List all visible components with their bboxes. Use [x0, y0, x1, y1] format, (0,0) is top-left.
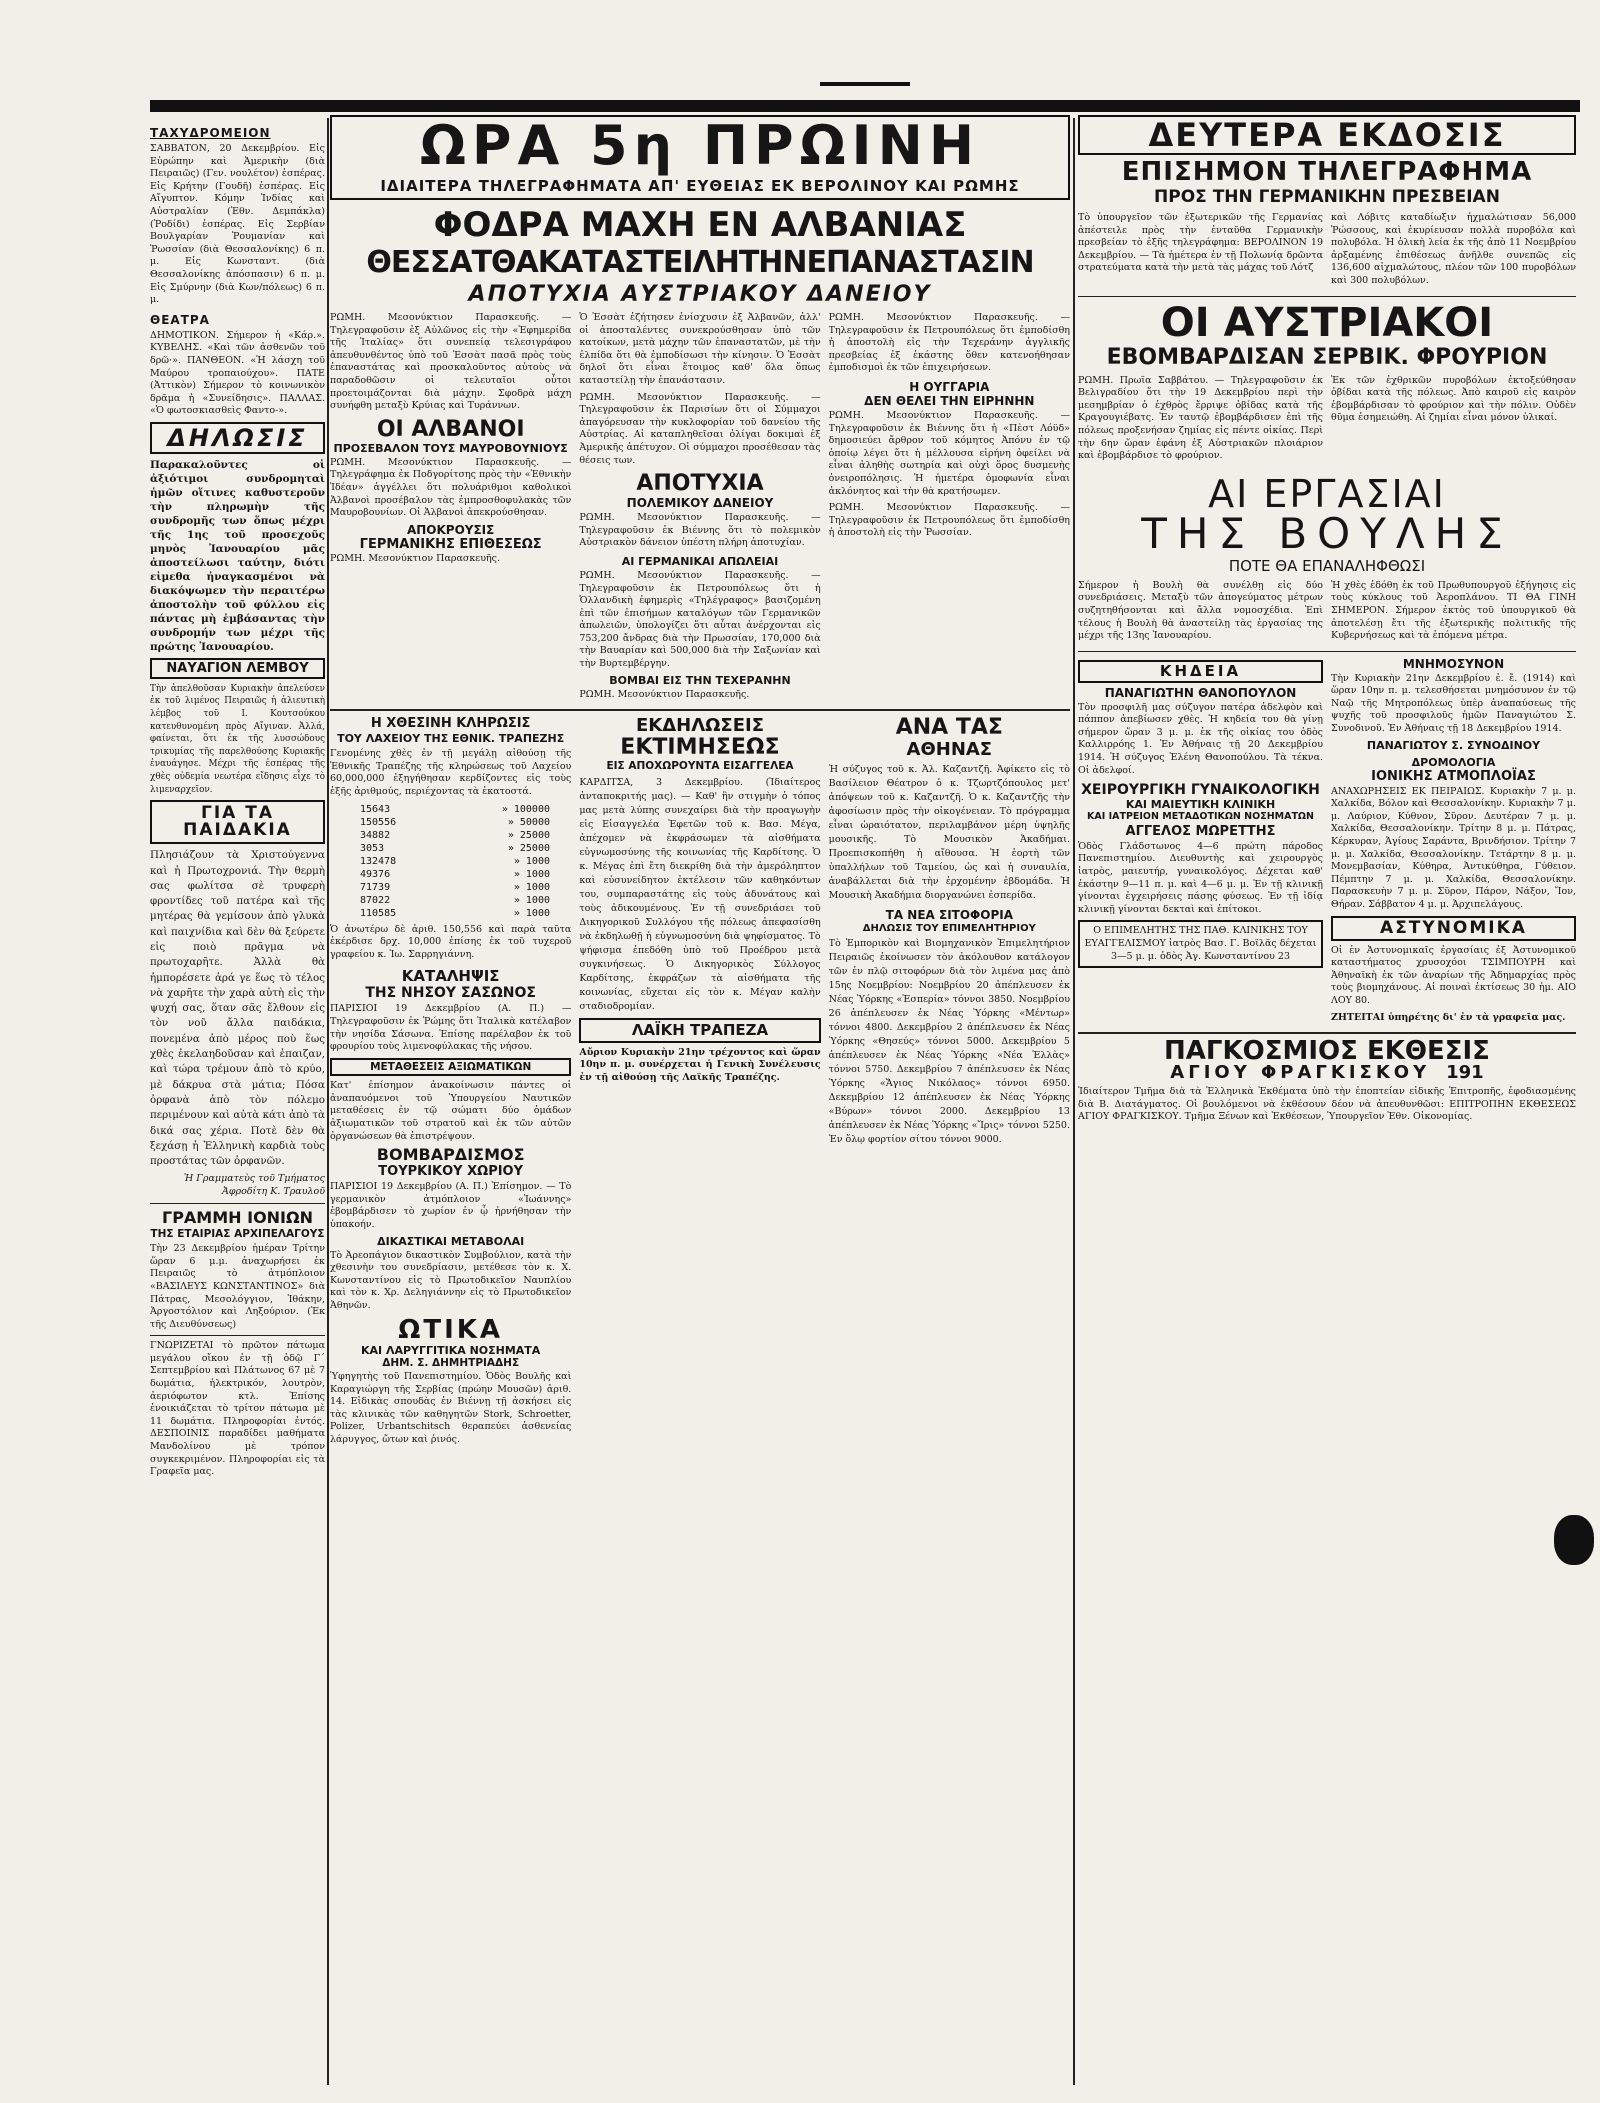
exposition-text: Ἰδιαίτερον Τμῆμα διὰ τὰ Ἑλληνικὰ Ἐκθέματα ὑπὸ τὴν ἐποπτείαν εἰδικῆς Ἐπιτροπῆς, ἐφοδιασμένης διὰ Β. Διατάγματος. Οἱ βουλόμενοι νὰ ἐκθέσουν δέον νὰ ἀπευθυνθῶσι: ΕΠΙΤΡΟΠΗΝ ΕΚΘΕΣΕΩΣ ΑΓΙΟΥ ΦΡΑΓΚΙΣΚΟΥ. Τμῆμα Ξένων καὶ Ἐκθέσεων, Ὑπουργεῖον Ἐθν. Οἰκονομίας.	[1078, 1086, 1576, 1123]
exposition-year: 191	[1446, 1062, 1484, 1084]
ent-doctor: ΔΗΜ. Σ. ΔΗΜΗΤΡΙΑΔΗΣ	[382, 1356, 520, 1369]
section-title-capture: ΚΑΤΑΛΗΨΙΣ	[401, 967, 500, 986]
dispatch-a: ΡΩΜΗ. Μεσονύκτιον Παρασκευῆς. — Τηλεγραφοῦσιν ἐξ Αὐλῶνος εἰς τὴν «Ἐφημερίδα τῆς Ἰταλίας» ὅτι συνεπείᾳ τελεσιγράφου ἀπευθυνθέντος ὑπὸ τοῦ Ἐσσὰτ πασᾶ πρὸς τοὺς ἐπαναστάτας καὶ προσκαλοῦντος αὐτοὺς νὰ παραδοθῶσιν οἱ τελευταῖοι οὗτοι προετοιμάζονται διὰ μάχην. Σφοδρὰ μάχη συνήφθη μεταξὺ Κρύιας καὶ Τυράννων.	[330, 312, 572, 412]
lottery-prize: » 1000	[513, 881, 550, 893]
repulse-text: ΡΩΜΗ. Μεσονύκτιον Παρασκευῆς.	[330, 552, 501, 564]
lottery-row	[360, 803, 550, 816]
hungary-subtitle: ΔΕΝ ΘΕΛΕΙ ΤΗΝ ΕΙΡΗΝΗΝ	[864, 393, 1035, 408]
surgery-subtitle: ΚΑΙ ΜΑΙΕΥΤΙΚΗ ΚΛΙΝΙΚΗ	[1125, 798, 1276, 812]
failure-subtitle: ΠΟΛΕΜΙΚΟΥ ΔΑΝΕΙΟΥ	[626, 496, 774, 511]
lower-middle-row	[330, 715, 1070, 1450]
section-title-memorial: ΜΝΗΜΟΣΥΝΟΝ	[1402, 656, 1505, 671]
albanians-subtitle: ΠΡΟΣΕΒΑΛΟΝ ΤΟΥΣ ΜΑΥΡΟΒΟΥΝΙΟΥΣ	[333, 441, 568, 455]
peoples-bank-box	[579, 1018, 820, 1043]
ionian-line-subtitle: ΤΗΣ ΕΤΑΙΡΙΑΣ ΑΡΧΙΠΕΛΑΓΟΥΣ	[150, 1227, 325, 1240]
peoples-bank-text: Αὔριον Κυριακὴν 21ην τρέχοντος καὶ ὥραν 10ην π. μ. συνέρχεται ἡ Γενικὴ Συνέλευσις ἐν τῇ αἰθούσῃ τῆς Λαϊκῆς Τραπέζης.	[579, 1046, 821, 1083]
lottery-footer: Ὁ ἀνωτέρω δὲ ἀριθ. 150,556 καὶ παρὰ ταῦτα ἐκέρδισε δρχ. 10,000 ἐπίσης ἐκ τοῦ τυχεροῦ γραφείου κ. Ἰω. Σαρρηγιάννη.	[330, 923, 572, 960]
section-title-surgery: ΧΕΙΡΟΥΡΓΙΚΗ ΓΥΝΑΙΚΟΛΟΓΙΚΗ	[1081, 782, 1320, 799]
lottery-row	[360, 907, 550, 920]
dispatch-b: Ὁ Ἐσσὰτ ἐζήτησεν ἐνίσχυσιν ἐξ Ἀλβανῶν, ἀλλ' οἱ ἀποσταλέντες συνεκρούσθησαν ὑπὸ τῶν κατοίκων, μετὰ μάχην τῶν ἐπαναστατῶν, μὲ τὴν ἐλπίδα ὅτι θὰ ἐμποδίσωσι τὴν κίνησιν. Ὁ Ἐσσὰτ δηλοῖ ὅτι εἶναι ἕτοιμος καθ' ὅλα ὅπως καταστείλῃ τὴν ἐπανάστασιν.	[579, 312, 821, 386]
section-title-repulse: ΑΠΟΚΡΟΥΣΙΣ	[406, 522, 495, 537]
grain-text: Τὸ Ἐμπορικὸν καὶ Βιομηχανικὸν Ἐπιμελητήριον Πειραιῶς ἐκοίνωσεν τὸν ἀκόλουθον κατάλογον τῶν ἐν πλῷ σιτοφόρων διὰ τὸν λιμένα μας ἀπὸ 15ης Νοεμβρίου: Νοεμβρίου 20 ἀπέπλευσεν ἐκ Νέας Ὑόρκης «Ἑσπερία» τόννοι 3850. Νοεμβρίου 26 ἀπέπλευσεν ἐκ Νέας Ὑόρκης «Μέντωρ» τόννοι 4800. Δεκεμβρίου 2 ἀπέπλευσεν ἐκ Νέας Ὑόρκης «Θησεύς» τόννοι 5000. Δεκεμβρίου 5 ἀπέπλευσεν ἐκ Νέας Ὑόρκης «Νέα Ἑλλὰς» τόννοι 5750. Δεκεμβρίου 7 ἀπέπλευσεν ἐκ Νέας Ὑόρκης «Ἄγιος Νικόλαος» τόννοι 6950. Δεκεμβρίου 12 ἀπέπλευσεν ἐκ Νέας Ὑόρκης «Βύρων» τόννοι 2000. Δεκεμβρίου 13 ἀπέπλευσεν ἐκ Νέας Ὑόρκης «Ἴρις» τόννοι 5250. Ἐν ὅλῳ φορτίον σίτου τόννοι 9000.	[828, 938, 1070, 1146]
official-telegram-text-a: Τὸ ὑπουργεῖον τῶν ἐξωτερικῶν τῆς Γερμανίας ἀπέστειλε πρὸς τὴν ἐνταῦθα Γερμανικὴν πρεσβείαν τὸ ἑξῆς τηλεγράφημα: ΒΕΡΟΛΙΝΟΝ 19 Δεκεμβρίου. — Τὰ ἡμέτερα ἐν τῇ Πολωνίᾳ δρῶντα στρατεύματα κατὰ τὴν μετὰ τὰς μάχας τοῦ Λότζ	[1078, 212, 1323, 274]
second-edition-title: ΔΕΥΤΕΡΑ ΕΚΔΟΣΙΣ	[1148, 116, 1506, 154]
austrians-text-b: Ἐκ τῶν ἐχθρικῶν πυροβόλων ἐκτοξεύθησαν ὀβίδαι κατὰ τῆς πόλεως. Ἀπὸ καιροῦ εἰς καιρὸν ἐβομβάρδισαν τὸ φρούριον καὶ τὴν πόλιν. Οὐδὲν θῦμα ἐσημειώθη. Αἱ ζημίαι εἶναι μόνον ὑλικαί.	[1331, 374, 1576, 424]
german-losses-text: ΡΩΜΗ. Μεσονύκτιον Παρασκευῆς. — Τηλεγραφοῦσιν ἐκ Πετρουπόλεως ὅτι ἡ Ὁλλανδικὴ ἐφημερὶς «Τηλέγραφος» βασιζομένη ἐπὶ τῶν ἐπισήμων καταλόγων τῶν Γερμανικῶν ἀπωλειῶν, ὑπολογίζει ὅτι αὗται ἀνέρχονται εἰς 753,200 ἄνδρας διὰ τὴν Πρωσσίαν, 170,000 διὰ τὴν Βαυαρίαν καὶ 500,000 διὰ τὴν Σαξωνίαν καὶ τὴν Βυρτεμβέργην.	[579, 569, 821, 670]
column-divider	[1073, 118, 1075, 2085]
ent-text: Ὑφηγητὴς τοῦ Πανεπιστημίου. Ὁδὸς Βουλῆς καὶ Καραγιώργη τῆς Σερβίας (πρώην Μουσῶν) ἀριθ. 14. Εἰδικὰς σπουδὰς ἐν Βιέννῃ τῇ ἀσκήσει εἰς τὰς κλινικὰς τῶν καθηγητῶν Stork, Schroetter, Polizer, Urbantschitsch θεραπεύει ἀσθενείας λάρυγγος, ὤτων καὶ ῥινός.	[330, 1371, 572, 1446]
albanians-text: ΡΩΜΗ. Μεσονύκτιον Παρασκευῆς. — Τηλεγράφημα ἐκ Ποδγορίτσης πρὸς τὴν «Ἐθνικὴν Ἰδέαν» ἀγγέλλει ὅτι πολυάριθμοι καθολικοὶ Ἀλβανοὶ προσέβαλον τὰς ἐμπροσθοφυλακὰς τῶν Μαυροβουνίων. Οἱ Ἀλβανοὶ ἀπεκρούσθησαν.	[330, 456, 572, 519]
headline-revolution: ΘΕΣΣΑΤΘΑΚΑΤΑΣΤΕΙΛΗΤΗΝΕΠΑΝΑΣΤΑΣΙΝ	[366, 245, 1034, 280]
lottery-results	[360, 803, 571, 920]
lottery-row	[360, 868, 550, 881]
official-telegram-text-b: καὶ Λόβιτς καταδίωξιν ἠχμαλώτισαν 56,000 Ῥώσσους, καὶ ἐκυρίευσαν πολλὰ πυροβόλα καὶ πολυβόλα. Ἡ ὁλικὴ λεία ἐκ τῆς ἀπὸ 11 Νοεμβρίου ἀρξαμένης ἐπιθέσεως ἀνῆλθε συνεπῶς εἰς 136,600 αἰχμαλώτους, πλέον τῶν 100 πυροβόλων καὶ 300 πολυβόλων.	[1331, 212, 1576, 286]
section-title-tehran: ΒΟΜΒΑΙ ΕΙΣ ΤΗΝ ΤΕΧΕΡΑΝΗΝ	[609, 673, 791, 687]
section-title-judicial: ΔΙΚΑΣΤΙΚΑΙ ΜΕΤΑΒΟΛΑΙ	[377, 1234, 525, 1248]
section-title-ionian-line: ΓΡΑΜΜΗ ΙΟΝΙΩΝ	[162, 1207, 313, 1227]
section-title-exposition: ΠΑΓΚΟΣΜΙΟΣ ΕΚΘΕΣΙΣ	[1164, 1036, 1490, 1067]
police-box	[1331, 916, 1576, 941]
parliament-subtitle-2: ΠΟΤΕ ΘΑ ΕΠΑΝΑΛΗΦΘΩΣΙ	[1228, 556, 1426, 575]
capture-text: ΠΑΡΙΣΙΟΙ 19 Δεκεμβρίου (Α. Π.) — Τηλεγραφοῦσιν ἐκ Ῥώμης ὅτι Ἰταλικὰ κατέλαβον τὴν νησίδα Σάσωνα. Ἐπίσης παρέλαβον ἐκ τοῦ φρουρίου τοὺς λιμενοφύλακας τῆς νήσου.	[330, 1003, 572, 1053]
judicial-text: Τὸ Ἀρεοπάγιον δικαστικὸν Συμβούλιον, κατὰ τὴν χθεσινὴν του συνεδρίασιν, μετέθεσε τὸν κ. Χ. Κωνσταντίνου εἰς τὸ Πρωτοδικεῖον Ναυπλίου καὶ τὸν κ. Χρ. Δεληγιάννην εἰς τὸ Πρωτοδικεῖον Ἀθηνῶν.	[330, 1249, 572, 1311]
parliament-text-b: Ἡ χθὲς ἐδόθη ἐκ τοῦ Πρωθυπουργοῦ ἐξήγησις εἰς τοὺς κύκλους τοῦ Ἀεροπλάνου. TI ΘΑ ΓΙΝΗ ΣΗΜΕΡΟΝ. Σήμερον ἐκτὸς τοῦ ὑπουργικοῦ θὰ ἀποτελέσῃ ἔτι τῆς ἐξωτερικῆς πολιτικῆς τῆς Κυβερνήσεως καὶ τὰ ἑπόμενα μέτρα.	[1331, 579, 1576, 642]
lottery-row	[360, 855, 550, 868]
section-title-failure: ΑΠΟΤΥΧΙΑ	[636, 471, 764, 497]
lottery-number: 87022	[360, 894, 391, 906]
lottery-row	[360, 829, 550, 842]
post-text: ΣΑΒΒΑΤΟΝ, 20 Δεκεμβρίου. Εἰς Εὐρώπην καὶ Ἀμερικὴν (διὰ Πειραιῶς) (Γεν. νουλέτον) ἑσπέρας. Εἰς Κρήτην (Γουδῆ) ἑσπέρας. Εἰς Αἴγυπτον. Κόμην Ἰνδίας καὶ Αὐστραλίαν (Ἐθν. Δεμπάκλα) (Ῥοδίδι) ἑσπέρας. Εἰς Σερβίαν Βουλγαρίαν Ῥουμανίαν καὶ Ῥωσσίαν (διὰ Θεσσαλονίκης) 6 π. μ. Εἰς Κωνσταντ. (διὰ Θεσσαλονίκης ἀπόσπασιν) 6 π. μ. Εἰς Σμύρνην (διὰ Κων/πόλεως) 6 π. μ.	[150, 143, 325, 306]
section-title-esteem: ΕΚΔΗΛΩΣΕΙΣ	[635, 715, 765, 737]
transfers-text: Κατ' ἐπίσημον ἀνακοίνωσιν πάντες οἱ ἀναπαυόμενοι τοῦ Ὑπουργείου Ναυτικῶν μεταθέσεις ἐν τῷ σώματι δύο ὁμάδων ἀξιωματικῶν τοῦ στρατοῦ καὶ ἐκ τῶν αὐτῶν ὀργανώσεων θὰ ἐπιστρέψουν.	[330, 1080, 572, 1142]
schedules-text: ΑΝΑΧΩΡΗΣΕΙΣ ΕΚ ΠΕΙΡΑΙΩΣ. Κυριακὴν 7 μ. μ. Χαλκίδα, Βόλον καὶ Θεσσαλονίκην. Κυριακὴν 7 μ. μ. Λαύριον, Κύθνον, Σῦρον. Δευτέραν 7 μ. μ. Χαλκίδα, Θεσσαλονίκην. Τρίτην 8 μ. μ. Πάτρας, Κέρκυραν, Ἀγίους Σαράντα, Βρινδήσιον. Τρίτην 7 μ. μ. Χαλκίδα, Θεσσαλονίκην. Τετάρτην 8 μ. μ. Μονεμβασίαν, Κύθηρα, Ἀντικύθηρα, Γύθειον. Πέμπτην 7 μ. μ. Χαλκίδα, Θεσσαλονίκην. Παρασκευὴν 7 μ. μ. Σῦρον, Πάρον, Νάξον, Ἴον, Θήραν. Σάββατον 4 μ. μ. Ἀρχιπελάγους.	[1331, 785, 1576, 910]
lottery-row	[360, 881, 550, 894]
section-title-funeral: ΚΗΔΕΙΑ	[1159, 661, 1242, 680]
esteem-text: ΚΑΡΔΙΤΣΑ, 3 Δεκεμβρίου. (Ἰδιαίτερος ἀνταποκριτής μας). — Καθ' ἣν στιγμὴν ὁ τόπος μας μετὰ λύπης συνεχαίρει διὰ τὴν προαγωγὴν εἰς Εἰσαγγελέα Ἐφετῶν τοῦ κ. Βασ. Μέγα, ἀπέχομεν νὰ ἐκφράσωμεν τὰ αἰσθήματα εὐγνωμοσύνης τῆς κοινωνίας τῆς Καρδίτσης. Ὁ κ. Μέγας ἐπὶ ἔτη διεκρίθη διὰ τὴν ἀμερόληπτον καὶ εὐσυνείδητον ἐκτέλεσιν τῶν καθηκόντων του, συμπαραστάτης εἰς τοὺς ἀδυνάτους καὶ τοὺς ἀδικουμένους. Ἐν τῇ συνεδριάσει τοῦ Δικηγορικοῦ Συλλόγου τῆς πόλεως ἀπεφασίσθη νὰ ἐκδηλωθῇ ἡ εὐγνωμοσύνη διὰ ψηφίσματος. Τὸ ψήφισμα ἐπεδόθη ὑπὸ τοῦ Προέδρου μετὰ συγκινήσεως. Ὁ Δικηγορικὸς Σύλλογος Καρδίτσης, ἐκφράζων τὰ αἰσθήματα τῆς κοινωνίας, εὔχεται εἰς τὸν κ. Μέγαν καλὴν σταδιοδρομίαν.	[579, 776, 821, 1012]
masthead-rule	[150, 100, 1580, 112]
evangelismos-box	[1078, 920, 1323, 968]
memorial-name: ΠΑΝΑΓΙΩΤΟΥ Σ. ΣΥΝΟΔΙΝΟΥ	[1366, 738, 1541, 752]
classified-ads-text: ΓΝΩΡΙΖΕΤΑΙ τὸ πρῶτον πάτωμα μεγάλου οἴκου ἐν τῇ ὁδῷ Γ΄ Σεπτεμβρίου καὶ Πλάτωνος 67 μὲ 7 δωμάτια, ἠλεκτρικόν, λουτρὸν, ἀεριόφωτον κτλ. Ἐπίσης ἐνοικιάζεται τὸ τρίτον πάτωμα μὲ 11 δωμάτια. Πληροφορίαι ἐντός. ΔΕΣΠΟΙΝΙΣ παραδίδει μαθήματα Μανδολίνου μὲ τρόπον συγκεκριμένον. Πληροφορίαι εἰς τὰ Γραφεῖα μας.	[150, 1340, 325, 1478]
notice-text: Παρακαλοῦντες οἱ ἀξιότιμοι συνδρομηταὶ ἡμῶν οἵτινες καθυστεροῦν τὴν πληρωμὴν τῆς συνδρομῆς των ὅπως μέχρι τῆς 1ης τοῦ προσεχοῦς μηνὸς Ἰανουαρίου μᾶς ἀποστείλωσι ταύτην, διότι εἰμεθα ἠναγκασμένοι νὰ διακόψωμεν τὴν περαιτέρω ἀποστολὴν τοῦ φύλλου εἰς πάντας μὴ ἐμβάσαντας τὴν συνδρομήν των μέχρι τῆς πρώτης Ἰανουαρίου.	[150, 458, 325, 653]
second-edition-box	[1078, 115, 1576, 155]
police-text: Οἱ ἐν Ἀστυνομικαῖς ἐργασίαις ἐξ Ἀστυνομικοῦ καταστήματος χρυσοχόοι ΤΣΙΜΠΟΥΡΗ καὶ Ἀθηναϊκὴ ἐκ τῶν ἀναρίων τῆς Ἀδημαρχίας πρὸς τοὺς βιομηχάνους. Αἱ ποιναὶ ἐκτίσεως 30 ἡμ. ΑΙΟ ΛΟΥ 80.	[1331, 944, 1576, 1006]
lottery-number: 3053	[360, 842, 385, 854]
section-title-children: ΓΙΑ ΤΑ ΠΑΙΔΑΚΙΑ	[183, 803, 292, 841]
theatres-text: ΔΗΜΟΤΙΚΟΝ. Σήμερον ἡ «Κάρ.». ΚΥΒΕΛΗΣ. «Καὶ τῶν ἀσθενῶν τοῦ δρῶ·». ΠΑΝΘΕΟΝ. «Ἡ λάσχη τοῦ Μαύρου τροπαιούχου». ΠΑΤΕ (Ἀττικὸν) Σήμερον τὸ κοινωνικὸν δρᾶμα ἡ «Συνείδησις». ΠΑΛΛΑΣ. «Ὁ φωτοσκιασθεὶς Φαντο-».	[150, 329, 325, 417]
section-title-hungary: Η ΟΥΓΓΑΡΙΑ	[909, 379, 990, 394]
main-headline: ΩΡΑ 5η ΠΡΩΙΝΗ	[419, 115, 981, 177]
section-title-albanians: ΟΙ ΑΛΒΑΝΟΙ	[376, 416, 525, 442]
capture-subtitle: ΤΗΣ ΝΗΣΟΥ ΣΑΣΩΝΟΣ	[365, 985, 536, 1002]
parliament-subtitle: ΤΗΣ ΒΟΥΛΗΣ	[1141, 508, 1513, 558]
evangelismos-text: Ο ΕΠΙΜΕΛΗΤΗΣ ΤΗΣ ΠΑΘ. ΚΛΙΝΙΚΗΣ ΤΟΥ ΕΥΑΓΓΕΛΙΣΜΟΥ ἰατρὸς Βασ. Γ. Βοϊλᾶς δέχεται 3—5 μ. μ. ὁδὸς Ἀγ. Κωνσταντίνου 23	[1084, 925, 1317, 962]
lottery-number: 150556	[360, 816, 397, 828]
children-signature: Ἡ Γραμματεὺς τοῦ Τμήματος Ἀφροδίτη Κ. Τραυλοῦ	[183, 1173, 325, 1198]
grain-subtitle: ΔΗΛΩΣΙΣ ΤΟΥ ΕΠΙΜΕΛΗΤΗΡΙΟΥ	[862, 923, 1036, 935]
lottery-row	[360, 842, 550, 855]
section-title-ent: ΩΤΙΚΑ	[398, 1314, 504, 1345]
dispatch-d: ΡΩΜΗ. Μεσονύκτιον Παρασκευῆς. — Τηλεγραφοῦσιν ἐκ Πετρουπόλεως ὅτι ἐμποδίσθη ἡ ἀποστολὴ εἰς τὴν Τεχεράνην ἀγγλικῆς πρεσβείας ἐξ ἑκάστης ὅθεν κατενοήθησαν ἐμποδισμοὶ ἐκ τῶν ἐπιχειρήσεων.	[828, 312, 1070, 374]
athens-subtitle: ΑΘΗΝΑΣ	[906, 739, 993, 761]
athens-text: Ἡ σύζυγος τοῦ κ. Ἀλ. Καζαντζῆ. Ἀφίκετο εἰς τὸ Βασίλειον Θέατρον ὁ κ. Τζωρτζόπουλος μετ' ἀπόψεων τοῦ κ. Καζαντζῆ. Ὁ κ. Καζαντζῆς τὴν ἀφοσίωσιν πρὸς τὴν οἰκογένειαν. Τὸ πρόγραμμα εἶναι ὡραιότατον, περιλαμβάνον μέρη ὑψηλῆς μουσικῆς. Τὸ Μουσικὸν Ἀκαδήμαι. Προεπισκοπήθη ἡ αἴθουσα. Ἡ ἑορτὴ τῶν ὑπαλλήλων τοῦ Ταμείου, ὡς καὶ ἡ συναυλία, ἀναβάλλεται διὰ τὴν ἐρχομένην ἑβδομάδα. Ἡ Μουσικὴ Ἀκαδήμια διοργανώνει ἐσπερίδα.	[828, 764, 1070, 902]
dispatch-e: ΡΩΜΗ. Μεσονύκτιον Παρασκευῆς. — Τηλεγραφοῦσιν ἐκ Πετρουπόλεως ὅτι ἐμποδίσθη ἡ ἀποστολὴ εἰς τὴν Ῥωσσίαν.	[828, 502, 1070, 539]
dispatches-row	[330, 312, 1070, 705]
main-subheadline: ΙΔΙΑΙΤΕΡΑ ΤΗΛΕΓΡΑΦΗΜΑΤΑ ΑΠ' ΕΥΘΕΙΑΣ ΕΚ ΒΕΡΟΛΙΝΟΥ ΚΑΙ ΡΩΜΗΣ	[380, 177, 1020, 195]
section-title-peoples-bank: ΛΑΪΚΗ ΤΡΑΠΕΖΑ	[631, 1020, 769, 1039]
notice-box	[150, 422, 325, 454]
ink-blot	[1554, 1515, 1594, 1565]
lottery-number: 110585	[360, 907, 397, 919]
section-title-schedules: ΔΡΟΜΟΛΟΓΙΑ	[1411, 755, 1496, 769]
left-column	[150, 120, 325, 2083]
section-title-parliament: ΑΙ ΕΡΓΑΣΙΑΙ	[1208, 471, 1446, 516]
bombardment-subtitle: ΤΟΥΡΚΙΚΟΥ ΧΩΡΙΟΥ	[378, 1164, 524, 1180]
schedules-subtitle: ΙΟΝΙΚΗΣ ΑΤΜΟΠΛΟΪΑΣ	[1371, 768, 1536, 784]
shipwreck-text: Τὴν ἀπελθοῦσαν Κυριακὴν ἀπελεύσεν ἐκ τοῦ λιμένος Πειραιῶς ἡ ἁλιευτικὴ λέμβος τοῦ Ι. Κουτσούκου κατευθυνομένη πρὸς Αἴγιναν. Ἀλλά, φαίνεται, ὅτι ἐκ τῆς λυσσώδους τρικυμίας τῆς παρελθούσης Κυριακῆς ἐναυάγησε. Μέχρι τῆς ἐσπέρας τῆς χθὲς οὐδεμία νεωτέρα εἴδησις εἶχε τὸ λιμεναρχεῖον.	[150, 683, 325, 795]
lottery-prize: » 25000	[507, 842, 550, 854]
funeral-name: ΠΑΝΑΓΙΩΤΗΝ ΘΑΝΟΠΟΥΛΟΝ	[1104, 685, 1297, 700]
lottery-number: 71739	[360, 881, 391, 893]
headline-loan: ΑΠΟΤΥΧΙΑ ΑΥΣΤΡΙΑΚΟΥ ΔΑΝΕΙΟΥ	[468, 282, 932, 307]
lottery-row	[360, 816, 550, 829]
lottery-number: 132478	[360, 855, 397, 867]
memorial-text: Τὴν Κυριακὴν 21ην Δεκεμβρίου ἐ. ἔ. (1914) καὶ ὥραν 10ην π. μ. τελεσθήσεται μνημόσυνον ἐν τῷ Ναῷ τῆς Μητροπόλεως ὑπὲρ ἀναπαύσεως τῆς ψυχῆς τοῦ προσφιλοῦς ἡμῶν Παναγιώτου Σ. Συνοδινοῦ. Ἐν Ἀθήναις τῇ 18 Δεκεμβρίου 1914.	[1331, 672, 1576, 735]
surgery-doctor: ΑΓΓΕΛΟΣ ΜΩΡΕΤΤΗΣ	[1125, 823, 1276, 839]
lottery-text: Γενομένης χθὲς ἐν τῇ μεγάλῃ αἰθούσῃ τῆς Ἐθνικῆς Τραπέζης τῆς κληρώσεως τοῦ Λαχείου 60,000,000 ἐξηγήθησαν κερδίζοντες εἰς τοὺς ἑξῆς ἀριθμούς, περιέχοντας τὰ ἐκατοστά.	[330, 748, 572, 798]
lottery-subtitle: ΤΟΥ ΛΑΧΕΙΟΥ ΤΗΣ ΕΘΝΙΚ. ΤΡΑΠΕΖΗΣ	[337, 732, 565, 746]
esteem-subtitle-2: ΕΙΣ ΑΠΟΧΩΡΟΥΝΤΑ ΕΙΣΑΓΓΕΛΕΑ	[606, 760, 794, 773]
section-title-shipwreck: ΝΑΥΑΓΙΟΝ ΛΕΜΒΟΥ	[166, 660, 309, 676]
section-title-notice: ΔΗΛΩΣΙΣ	[167, 423, 308, 452]
children-box	[150, 800, 325, 844]
ionian-line-text: Τὴν 23 Δεκεμβρίου ἡμέραν Τρίτην ὥραν 6 μ.μ. ἀναχωρήσει ἐκ Πειραιῶς τὸ ἀτμόπλοιον «ΒΑΣΙΛΕΥΣ ΚΩΝΣΤΑΝΤΙΝΟΣ» διὰ Πάτρας, Μεσολόγγιον, Ἰθάκην, Ἀργοστόλιον καὶ Ληξούριον. (Ἐκ τῆς Διευθύνσεως)	[150, 1243, 325, 1330]
funeral-text: Τὸν προσφιλῆ μας σύζυγον πατέρα ἀδελφὸν καὶ πάππον ἀπεβίωσεν χθὲς. Ἡ κηδεία του θὰ γίνῃ σήμερον ὥραν 3 μ. μ. ἐκ τῆς οἰκίας του ὁδὸς Καλλιρρόης 1. Ἐν Ἀθήναις τῇ 20 Δεκεμβρίου 1914. Ἡ σύζυγος Ἑλένη Θανοπούλου. Τὰ τέκνα. Οἱ ἀδελφοί.	[1078, 701, 1323, 776]
headline-box	[330, 115, 1070, 200]
surgery-subtitle-2: ΚΑΙ ΙΑΤΡΕΙΟΝ ΜΕΤΑΔΟΤΙΚΩΝ ΝΟΣΗΜΑΤΩΝ	[1087, 811, 1314, 823]
middle-column	[330, 115, 1070, 2083]
esteem-subtitle: ΕΚΤΙΜΗΣΕΩΣ	[620, 735, 780, 761]
hungary-text: ΡΩΜΗ. Μεσονύκτιον Παρασκευῆς. — Τηλεγραφοῦσιν ἐκ Βιέννης ὅτι ἡ «Πὲστ Λόϋδ» δημοσιεύει ἄρθρον τοῦ κόμητος Ἀπόνυ ἐν τῷ ὁποίῳ λέγει ὅτι ἡ μέλλουσα εἰρήνη ὀφείλει νὰ εἶναι ἀληθὴς σωτηρία καὶ οὐχὶ ὅρος δυσμενὴς ὀνειροπόλησις. Ἡ ἡμετέρα ὁμοφωνία εἶναι ἀκλόνητος καὶ τὴν θὰ κρατήσωμεν.	[828, 409, 1070, 497]
right-column	[1078, 115, 1576, 2083]
lottery-number: 15643	[360, 803, 391, 815]
headline-albania: ΦΟΔΡΑ ΜΑΧΗ ΕΝ ΑΛΒΑΝΙΑΣ	[433, 205, 967, 245]
parliament-text-a: Σήμερον ἡ Βουλὴ θὰ συνέλθῃ εἰς δύο συνεδριάσεις. Μεταξὺ τῶν ἀπογεύματος μέτρων συζητηθήσονται καὶ ἄλλα νομοσχέδια. Ἐπὶ τέλους ἡ Βουλὴ θὰ ἀναστείλῃ τὰς ἐργασίας της μέχρι τῆς 13ης Ἰανουαρίου.	[1078, 579, 1323, 642]
lottery-number: 49376	[360, 868, 391, 880]
failure-text: ΡΩΜΗ. Μεσονύκτιον Παρασκευῆς. — Τηλεγραφοῦσιν ἐκ Βιέννης ὅτι τὸ πολεμικὸν Αὐστριακὸν δάνειον ὑπέστη πλήρη ἀποτυχίαν.	[579, 512, 821, 549]
austrians-text-a: ΡΩΜΗ. Πρωΐα Σαββάτου. — Τηλεγραφοῦσιν ἐκ Βελιγραδίου ὅτι τὴν 19 Δεκεμβρίου περὶ τὴν μεσημβρίαν ὁ ἐχθρὸς ἔρριψε ὀβίδας κατὰ τῆς Κραγουγιέβατς. Ἐν ταυτῷ ἐβομβάρδισεν ἐπὶ τῆς πόλεως προξενήσαν ζημίας εἰς πέντε οἰκίας. Περὶ τὴν 6ην ὥραν ἐφάνη ἐξ Αὐστριακῶν πλοιάριον καὶ ἐβομβάρδισε τὸ φρούριον.	[1078, 374, 1323, 462]
official-telegram-subtitle: ΠΡΟΣ ΤΗΝ ΓΕΡΜΑΝΙΚΗΝ ΠΡΕΣΒΕΙΑΝ	[1154, 187, 1500, 207]
austrians-subtitle: ΕΒΟΜΒΑΡΔΙΣΑΝ ΣΕΡΒΙΚ. ΦΡΟΥΡΙΟΝ	[1106, 344, 1548, 370]
section-title-transfers: ΜΕΤΑΘΕΣΕΙΣ ΑΞΙΩΜΑΤΙΚΩΝ	[370, 1060, 532, 1073]
section-title-austrians: ΟΙ ΑΥΣΤΡΙΑΚΟΙ	[1160, 299, 1494, 346]
tehran-text: ΡΩΜΗ. Μεσονύκτιον Παρασκευῆς.	[579, 688, 750, 700]
dispatch-c: ΡΩΜΗ. Μεσονύκτιον Παρασκευῆς. — Τηλεγραφοῦσιν ἐκ Παρισίων ὅτι οἱ Σύμμαχοι ἀπαγόρευσαν τὴν κυκλοφορίαν τοῦ δανείου τῆς Αὐστρίας. Αἱ καταπληθεῖσαι ὀλίγαι δοκιμαὶ ἐξ Ἀμερικῆς ἀπέτυχον. Οἱ σύμμαχοι προσέθεσαν τὰς θέσεις των.	[579, 391, 821, 466]
lottery-prize: » 1000	[513, 868, 550, 880]
ent-subtitle: ΚΑΙ ΛΑΡΥΓΓΙΤΙΚΑ ΝΟΣΗΜΑΤΑ	[360, 1343, 541, 1357]
wanted-text: ΖΗΤΕΙΤΑΙ ὑπηρέτης δι' ἐν τὰ γραφεῖα μας.	[1331, 1011, 1566, 1023]
children-text: Πλησιάζουν τὰ Χριστούγεννα καὶ ἡ Πρωτοχρονιά. Τὴν θερμὴ σας φωλίτσα σὲ τρυφερὴ φροντίδες τοῦ πατέρα καὶ τῆς μητέρας θὰ γεμίσουν ἀπὸ γλυκὰ καὶ παιχνίδια καὶ δὲν θὰ ξεύρετε εἰς ποιὸ πρᾶγμα νὰ πρωτοχαρῆτε. Ἀλλὰ θὰ ἠμπορέσετε ἀρά γε ἕως τὸ τέλος νὰ χαρῆτε τὴν χαρὰ αὐτὴ εἰς τὴν ψυχή σας, ὅταν σᾶς ἔλθουν εἰς τὸν νοῦ ἄλλα παιδάκια, πονεμένα ἀπὸ μέρος ποὺ ἕως χθὲς ἐκελαηδοῦσαν καὶ ἐπαιζαν, καὶ τώρα τρέμουν ἀπὸ τὸ κρύο, μὲ δάκρυα στὰ μάτια; Πόσα ὀρφανὰ ἀπὸ τὸν πόλεμο περιμένουν καὶ αὐτὰ κάτι ἀπὸ τὰ δικά σας χέρια. Ποτὲ δὲν θὰ ξεχάσῃ ἡ Ἑλληνικὴ καρδιὰ τοὺς προστάτας τῶν ὀρφανῶν.	[150, 849, 325, 1168]
lottery-prize: » 25000	[507, 829, 550, 841]
lottery-prize: » 1000	[513, 894, 550, 906]
section-title-athens: ΑΝΑ ΤΑΣ	[895, 715, 1003, 741]
lottery-prize: » 100000	[501, 803, 550, 815]
column-divider	[327, 118, 329, 2085]
funeral-box	[1078, 660, 1323, 683]
lottery-prize: » 1000	[513, 907, 550, 919]
section-title-bombardment: ΒΟΜΒΑΡΔΙΣΜΟΣ	[376, 1145, 525, 1165]
bombardment-text: ΠΑΡΙΣΙΟΙ 19 Δεκεμβρίου (Α. Π.) Ἐπίσημον. — Τὸ γερμανικὸν ἀτμόπλοιον «Ἰωάννης» ἐβομβάρδισεν τὸ χωρίον ἐν ᾧ ἠρνήθησαν τὴν ὑπακοήν.	[330, 1181, 572, 1231]
official-telegram-title: ΕΠΙΣΗΜΟΝ ΤΗΛΕΓΡΑΦΗΜΑ	[1121, 157, 1533, 187]
lottery-prize: » 1000	[513, 855, 550, 867]
section-title-post: ΤΑΧΥΔΡΟΜΕΙΟΝ	[150, 126, 271, 140]
lottery-number: 34882	[360, 829, 391, 841]
section-title-lottery: Η ΧΘΕΣΙΝΗ ΚΛΗΡΩΣΙΣ	[370, 716, 531, 732]
lottery-row	[360, 894, 550, 907]
section-title-german-losses: ΑΙ ΓΕΡΜΑΝΙΚΑΙ ΑΠΩΛΕΙΑΙ	[621, 554, 779, 568]
exposition-subtitle: ΑΓΙΟΥ ΦΡΑΓΚΙΣΚΟΥ	[1170, 1062, 1431, 1084]
section-title-theatres: ΘΕΑΤΡΑ	[150, 312, 210, 327]
repulse-subtitle: ΓΕΡΜΑΝΙΚΗΣ ΕΠΙΘΕΣΕΩΣ	[359, 536, 542, 552]
transfers-box	[330, 1058, 571, 1077]
lottery-prize: » 50000	[507, 816, 550, 828]
section-title-grain: ΤΑ ΝΕΑ ΣΙΤΟΦΟΡΙΑ	[885, 908, 1013, 923]
section-title-police: ΑΣΤΥΝΟΜΙΚΑ	[1380, 917, 1527, 938]
surgery-text: Ὁδὸς Γλάδστωνος 4—6 πρώτη πάροδος Πανεπιστημίου. Διευθυντὴς καὶ χειρουργὸς ἰατρὸς, μαιευτήρ, γυναικολόγος. Δέχεται καθ' ἑκάστην 9—11 π. μ. καὶ 4—6 μ. μ. Ἐν τῇ κλινικῇ γίνονται ἐγχειρήσεις πάσης φύσεως. Ἐν τῇ ἰδίᾳ κλινικῇ γίνονται δεκταὶ καὶ ἐπίτοκοι.	[1078, 840, 1323, 915]
shipwreck-box	[150, 658, 325, 679]
